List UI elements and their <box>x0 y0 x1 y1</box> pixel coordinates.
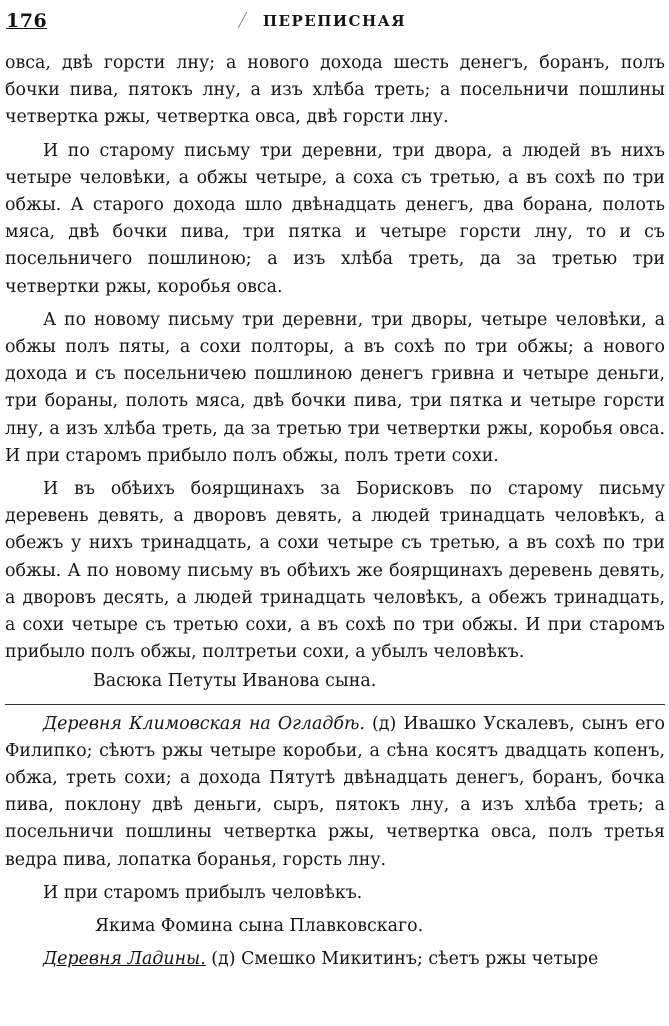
running-title: ПЕРЕПИСНАЯ <box>262 12 407 30</box>
section-divider <box>5 704 665 705</box>
paragraph-7-text: (д) Смешко Микитинъ; сѣетъ ржы четыре <box>205 949 599 970</box>
paragraph-6: И при старомъ прибылъ человѣкъ. <box>43 882 363 903</box>
page-number: 176 <box>6 10 48 32</box>
paragraph-5 <box>5 711 665 874</box>
paragraph-1: овса, двѣ горсти лну; а нового дохода шесть денегъ, боранъ, полъ бочки пива, пятокъ лну, а изъ хлѣба треть; а посельничи пошлины четвертка ржы, четвертка овса, двѣ горсти лну. <box>5 53 665 128</box>
village-name-klimovskaya: Деревня Климовская на Огладбѣ. <box>43 713 365 734</box>
body-text <box>5 50 665 974</box>
paragraph-4: И въ обѣихъ боярщинахъ за Борисковъ по старому письму деревень девять, а дворовъ девять, а людей тринадцать человѣкъ, а обежъ у нихъ тринадцать, а сохи четыре съ третью, а въ сохѣ по три обжы. А по новому письму въ обѣихъ же боярщинахъ деревень девять, а дворовъ десять, а людей тринадцать человѣкъ, а обежъ тринадцать, а сохи четыре съ третью сохи, а въ сохѣ по три обжы. И при старомъ прибыло полъ обжы, полтретьи сохи, а убылъ человѣкъ. <box>5 479 665 663</box>
page-header <box>0 10 669 34</box>
paragraph-7 <box>5 946 665 973</box>
paragraph-5-text: (д) Ивашко Ускалевъ, сынъ его Филипко; сѣютъ ржы четыре коробьи, а сѣна косятъ двадцать копенъ, обжа, треть сохи; а дохода Пятутѣ двѣнадцать денегъ, боранъ, бочка пива, поклону двѣ деньги, сыръ, пятокъ лну, а изъ хлѣба треть; а посельничи пошлины четвертка ржы, четвертка овса, полъ третья ведра пива, лопатка боранья, горсть лну. <box>5 713 665 870</box>
paragraph-2: И по старому письму три деревни, три двора, а людей въ нихъ четыре человѣки, а обжы четыре, а соха съ третью, а въ сохѣ по три обжы. А старого дохода шло двѣнадцать денегъ, два борана, полоть мяса, двѣ бочки пива, три пятка и четыре горсти лну, то и съ посельничего пошлиною; а изъ хлѣба треть, да за третью три четвертки ржы, коробья овса. <box>5 140 665 297</box>
paragraph-3: А по новому письму три деревни, три дворы, четыре человѣки, а обжы полъ пяты, а сохи полторы, а въ сохѣ по три обжы; а нового дохода и съ посельничею пошлиною денегъ гривна и четыре деньги, три бораны, полоть мяса, двѣ бочки пива, три пятка и четыре горсти лну, а изъ хлѣба треть, да за третью три четвертки ржы, коробья овса. И при старомъ прибыло полъ обжы, полъ трети сохи. <box>5 309 665 466</box>
signature-line: Васюка Петуты Иванова сына. <box>93 671 377 692</box>
village-name-ladiny: Деревня Ладины. <box>43 949 206 970</box>
owner-heading: Якима Фомина сына Плавковскаго. <box>95 916 424 937</box>
